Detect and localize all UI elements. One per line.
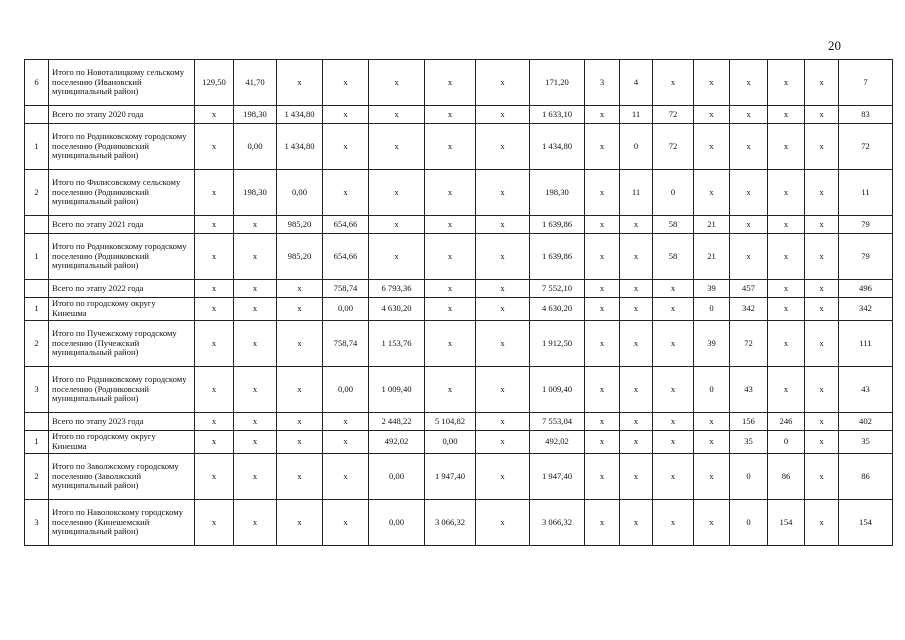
value-cell: х: [805, 234, 839, 280]
value-cell: х: [805, 431, 839, 454]
value-cell: х: [425, 234, 476, 280]
value-cell: х: [694, 413, 730, 431]
value-cell: 11: [839, 170, 893, 216]
value-cell: х: [476, 367, 530, 413]
row-name-cell: Всего по этапу 2021 года: [49, 216, 195, 234]
value-cell: х: [369, 106, 425, 124]
value-cell: х: [195, 170, 234, 216]
value-cell: х: [234, 280, 277, 298]
row-name-cell: Итого по Родниковскому городскому поселению (Родниковский муниципальный район): [49, 234, 195, 280]
value-cell: х: [730, 234, 768, 280]
value-cell: х: [277, 298, 323, 321]
value-cell: х: [805, 280, 839, 298]
value-cell: 39: [694, 321, 730, 367]
value-cell: х: [730, 106, 768, 124]
value-cell: 79: [839, 216, 893, 234]
value-cell: 156: [730, 413, 768, 431]
value-cell: 58: [653, 234, 694, 280]
row-name-cell: Итого по Пучежскому городскому поселению (Пучежский муниципальный район): [49, 321, 195, 367]
value-cell: х: [653, 60, 694, 106]
value-cell: х: [476, 106, 530, 124]
value-cell: х: [730, 60, 768, 106]
value-cell: х: [234, 431, 277, 454]
value-cell: х: [805, 170, 839, 216]
value-cell: х: [234, 321, 277, 367]
value-cell: х: [195, 454, 234, 500]
value-cell: х: [476, 234, 530, 280]
row-number-cell: 2: [25, 170, 49, 216]
value-cell: 6 793,36: [369, 280, 425, 298]
value-cell: х: [425, 321, 476, 367]
value-cell: 0,00: [425, 431, 476, 454]
row-name-cell: Всего по этапу 2023 года: [49, 413, 195, 431]
row-number-cell: 2: [25, 454, 49, 500]
value-cell: х: [620, 234, 653, 280]
value-cell: х: [768, 106, 805, 124]
value-cell: х: [369, 170, 425, 216]
row-number-cell: [25, 413, 49, 431]
value-cell: 1 633,10: [530, 106, 585, 124]
table-row: [25, 280, 893, 298]
value-cell: 402: [839, 413, 893, 431]
value-cell: 457: [730, 280, 768, 298]
value-cell: 0,00: [323, 367, 369, 413]
value-cell: х: [195, 216, 234, 234]
value-cell: х: [476, 170, 530, 216]
row-name-cell: Итого по городскому округу Кинешма: [49, 298, 195, 321]
value-cell: х: [653, 500, 694, 546]
value-cell: 0: [730, 500, 768, 546]
value-cell: 21: [694, 216, 730, 234]
value-cell: х: [768, 170, 805, 216]
value-cell: х: [805, 298, 839, 321]
value-cell: 43: [839, 367, 893, 413]
value-cell: х: [369, 60, 425, 106]
value-cell: х: [620, 367, 653, 413]
value-cell: 7 553,04: [530, 413, 585, 431]
row-name-cell: Итого по Родниковскому городскому поселению (Родниковский муниципальный район): [49, 367, 195, 413]
value-cell: х: [620, 431, 653, 454]
value-cell: х: [585, 431, 620, 454]
value-cell: 72: [839, 124, 893, 170]
value-cell: х: [476, 60, 530, 106]
table-row: [25, 298, 893, 321]
row-name-cell: Итого по Родниковскому городскому поселению (Родниковский муниципальный район): [49, 124, 195, 170]
value-cell: 129,50: [195, 60, 234, 106]
row-number-cell: [25, 216, 49, 234]
value-cell: 758,74: [323, 321, 369, 367]
value-cell: х: [277, 60, 323, 106]
value-cell: х: [694, 500, 730, 546]
value-cell: х: [653, 280, 694, 298]
value-cell: х: [195, 124, 234, 170]
value-cell: х: [323, 413, 369, 431]
value-cell: х: [476, 454, 530, 500]
value-cell: 3 066,32: [425, 500, 476, 546]
value-cell: х: [694, 431, 730, 454]
value-cell: х: [369, 216, 425, 234]
value-cell: х: [323, 60, 369, 106]
value-cell: 86: [768, 454, 805, 500]
value-cell: х: [805, 106, 839, 124]
row-name-cell: Всего по этапу 2020 года: [49, 106, 195, 124]
value-cell: х: [323, 500, 369, 546]
value-cell: 342: [730, 298, 768, 321]
value-cell: 1 639,86: [530, 234, 585, 280]
value-cell: х: [653, 298, 694, 321]
row-name-cell: Итого по Новоталицкому сельскому поселению (Ивановский муниципальный район): [49, 60, 195, 106]
value-cell: 0: [620, 124, 653, 170]
table-row: [25, 234, 893, 280]
value-cell: 0: [694, 367, 730, 413]
value-cell: х: [805, 321, 839, 367]
table-row: [25, 367, 893, 413]
value-cell: х: [768, 60, 805, 106]
value-cell: 0,00: [369, 500, 425, 546]
value-cell: 154: [768, 500, 805, 546]
value-cell: 11: [620, 106, 653, 124]
value-cell: х: [694, 170, 730, 216]
value-cell: 985,20: [277, 234, 323, 280]
value-cell: х: [768, 298, 805, 321]
value-cell: 0: [653, 170, 694, 216]
value-cell: 2 448,22: [369, 413, 425, 431]
value-cell: 58: [653, 216, 694, 234]
value-cell: х: [805, 216, 839, 234]
page-number: 20: [828, 38, 841, 53]
value-cell: х: [234, 234, 277, 280]
value-cell: х: [768, 234, 805, 280]
value-cell: х: [620, 413, 653, 431]
value-cell: х: [730, 124, 768, 170]
value-cell: 4 630,20: [369, 298, 425, 321]
value-cell: х: [476, 298, 530, 321]
value-cell: 4: [620, 60, 653, 106]
value-cell: х: [620, 216, 653, 234]
value-cell: х: [585, 106, 620, 124]
value-cell: х: [476, 321, 530, 367]
value-cell: 4 630,20: [530, 298, 585, 321]
table-row: [25, 321, 893, 367]
value-cell: 1 009,40: [530, 367, 585, 413]
value-cell: х: [277, 280, 323, 298]
value-cell: х: [620, 280, 653, 298]
value-cell: х: [585, 454, 620, 500]
value-cell: 1 434,80: [277, 124, 323, 170]
value-cell: х: [585, 500, 620, 546]
value-cell: х: [585, 298, 620, 321]
value-cell: х: [585, 170, 620, 216]
row-name-cell: Итого по городскому округу Кинешма: [49, 431, 195, 454]
row-number-cell: [25, 106, 49, 124]
value-cell: х: [323, 170, 369, 216]
value-cell: 39: [694, 280, 730, 298]
value-cell: х: [234, 413, 277, 431]
value-cell: х: [805, 454, 839, 500]
value-cell: 492,02: [530, 431, 585, 454]
value-cell: х: [620, 500, 653, 546]
value-cell: 154: [839, 500, 893, 546]
value-cell: х: [234, 500, 277, 546]
value-cell: х: [425, 367, 476, 413]
value-cell: х: [768, 216, 805, 234]
value-cell: х: [425, 124, 476, 170]
value-cell: 1 153,76: [369, 321, 425, 367]
value-cell: х: [425, 170, 476, 216]
value-cell: х: [195, 280, 234, 298]
value-cell: 43: [730, 367, 768, 413]
table-row: [25, 170, 893, 216]
table-row: [25, 106, 893, 124]
value-cell: х: [277, 413, 323, 431]
row-number-cell: 1: [25, 234, 49, 280]
value-cell: х: [768, 280, 805, 298]
value-cell: х: [694, 454, 730, 500]
value-cell: х: [323, 106, 369, 124]
value-cell: 496: [839, 280, 893, 298]
value-cell: 83: [839, 106, 893, 124]
value-cell: х: [369, 234, 425, 280]
value-cell: 41,70: [234, 60, 277, 106]
value-cell: х: [694, 106, 730, 124]
value-cell: х: [195, 413, 234, 431]
value-cell: х: [476, 413, 530, 431]
value-cell: х: [653, 367, 694, 413]
value-cell: 654,66: [323, 216, 369, 234]
row-number-cell: 1: [25, 124, 49, 170]
row-number-cell: 3: [25, 500, 49, 546]
value-cell: 72: [730, 321, 768, 367]
value-cell: 758,74: [323, 280, 369, 298]
value-cell: х: [369, 124, 425, 170]
value-cell: х: [425, 106, 476, 124]
row-number-cell: 6: [25, 60, 49, 106]
value-cell: х: [195, 234, 234, 280]
value-cell: х: [234, 216, 277, 234]
value-cell: х: [805, 60, 839, 106]
value-cell: 0: [768, 431, 805, 454]
value-cell: х: [805, 367, 839, 413]
value-cell: 3: [585, 60, 620, 106]
value-cell: 198,30: [530, 170, 585, 216]
value-cell: х: [730, 216, 768, 234]
value-cell: 1 434,80: [530, 124, 585, 170]
value-cell: х: [277, 321, 323, 367]
value-cell: 198,30: [234, 106, 277, 124]
value-cell: 1 639,86: [530, 216, 585, 234]
value-cell: х: [323, 124, 369, 170]
value-cell: 7 552,10: [530, 280, 585, 298]
value-cell: х: [653, 454, 694, 500]
value-cell: х: [620, 454, 653, 500]
value-cell: х: [620, 298, 653, 321]
row-name-cell: Итого по Заволжскому городскому поселению (Заволжский муниципальный район): [49, 454, 195, 500]
value-cell: 72: [653, 124, 694, 170]
row-number-cell: 2: [25, 321, 49, 367]
value-cell: х: [585, 234, 620, 280]
value-cell: х: [653, 321, 694, 367]
row-number-cell: [25, 280, 49, 298]
row-name-cell: Итого по Наволокскому городскому поселению (Кинешемский муниципальный район): [49, 500, 195, 546]
value-cell: х: [234, 298, 277, 321]
value-cell: х: [585, 216, 620, 234]
value-cell: 21: [694, 234, 730, 280]
value-cell: х: [195, 106, 234, 124]
value-cell: 1 947,40: [425, 454, 476, 500]
value-cell: 0,00: [323, 298, 369, 321]
value-cell: х: [476, 124, 530, 170]
value-cell: х: [323, 431, 369, 454]
value-cell: 0: [694, 298, 730, 321]
value-cell: х: [805, 413, 839, 431]
value-cell: 985,20: [277, 216, 323, 234]
value-cell: х: [425, 60, 476, 106]
table-row: [25, 431, 893, 454]
value-cell: х: [195, 298, 234, 321]
value-cell: х: [277, 431, 323, 454]
value-cell: х: [234, 454, 277, 500]
value-cell: 7: [839, 60, 893, 106]
value-cell: х: [323, 454, 369, 500]
budget-table: [24, 59, 893, 546]
value-cell: 1 009,40: [369, 367, 425, 413]
value-cell: х: [805, 124, 839, 170]
value-cell: х: [585, 367, 620, 413]
value-cell: х: [195, 367, 234, 413]
table-row: [25, 60, 893, 106]
value-cell: х: [585, 321, 620, 367]
value-cell: 654,66: [323, 234, 369, 280]
value-cell: 1 947,40: [530, 454, 585, 500]
value-cell: 342: [839, 298, 893, 321]
value-cell: х: [730, 170, 768, 216]
value-cell: 0,00: [369, 454, 425, 500]
value-cell: х: [425, 298, 476, 321]
value-cell: х: [653, 413, 694, 431]
value-cell: х: [694, 60, 730, 106]
value-cell: х: [476, 216, 530, 234]
value-cell: х: [195, 431, 234, 454]
value-cell: х: [234, 367, 277, 413]
value-cell: х: [277, 367, 323, 413]
value-cell: 86: [839, 454, 893, 500]
row-name-cell: Итого по Филисовскому сельскому поселению (Родниковский муниципальный район): [49, 170, 195, 216]
value-cell: 0,00: [277, 170, 323, 216]
value-cell: 11: [620, 170, 653, 216]
value-cell: х: [277, 500, 323, 546]
row-number-cell: 1: [25, 431, 49, 454]
value-cell: х: [585, 124, 620, 170]
value-cell: 0,00: [234, 124, 277, 170]
value-cell: 492,02: [369, 431, 425, 454]
value-cell: 246: [768, 413, 805, 431]
value-cell: 1 434,80: [277, 106, 323, 124]
value-cell: х: [585, 413, 620, 431]
value-cell: 0: [730, 454, 768, 500]
value-cell: х: [476, 431, 530, 454]
value-cell: х: [585, 280, 620, 298]
value-cell: х: [768, 124, 805, 170]
value-cell: х: [425, 216, 476, 234]
value-cell: х: [653, 431, 694, 454]
value-cell: х: [195, 321, 234, 367]
table-row: [25, 216, 893, 234]
value-cell: 35: [730, 431, 768, 454]
row-number-cell: 3: [25, 367, 49, 413]
row-number-cell: 1: [25, 298, 49, 321]
table-row: [25, 124, 893, 170]
value-cell: 72: [653, 106, 694, 124]
value-cell: х: [277, 454, 323, 500]
value-cell: х: [476, 280, 530, 298]
value-cell: 79: [839, 234, 893, 280]
value-cell: 198,30: [234, 170, 277, 216]
value-cell: х: [768, 321, 805, 367]
value-cell: х: [620, 321, 653, 367]
table-row: [25, 500, 893, 546]
value-cell: 111: [839, 321, 893, 367]
value-cell: х: [476, 500, 530, 546]
value-cell: 35: [839, 431, 893, 454]
value-cell: х: [425, 280, 476, 298]
value-cell: х: [805, 500, 839, 546]
value-cell: 3 066,32: [530, 500, 585, 546]
row-name-cell: Всего по этапу 2022 года: [49, 280, 195, 298]
table-row: [25, 413, 893, 431]
value-cell: х: [768, 367, 805, 413]
value-cell: х: [195, 500, 234, 546]
value-cell: х: [694, 124, 730, 170]
table-row: [25, 454, 893, 500]
value-cell: 1 912,50: [530, 321, 585, 367]
value-cell: 171,20: [530, 60, 585, 106]
value-cell: 5 104,82: [425, 413, 476, 431]
